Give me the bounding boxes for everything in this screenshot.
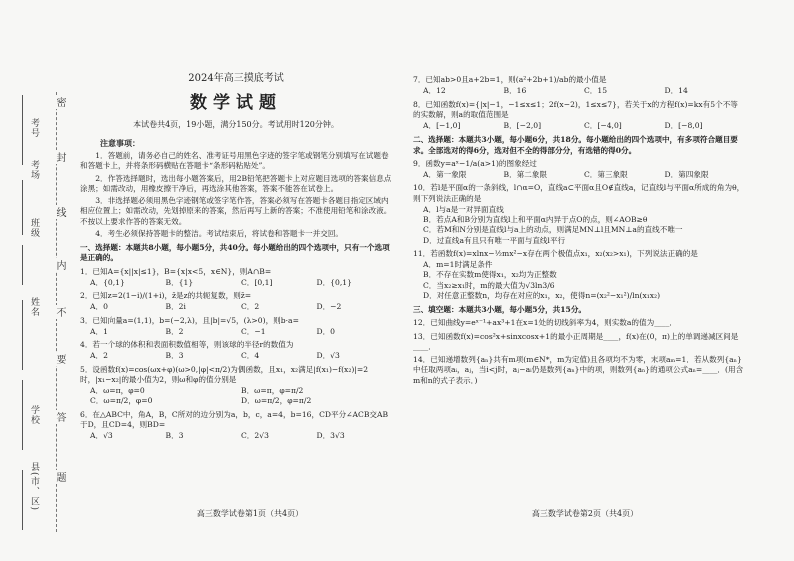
question-stem: 9．函数y=aˣ−1/a(a>1)的图象经过 [413,158,537,168]
option: D．过直线a有且只有唯一平面与直线l平行 [423,235,566,245]
notice-item: 1．答题前，请务必自己的姓名、准考证号用黑色字迹的签字笔或钢笔分别填写在试题卷和答题卡上，并将条形码横贴在答题卡“条形码粘贴处”。 [80,151,389,171]
option: B．3 [165,431,184,441]
option: A．12 [423,86,446,96]
option: B．不存在实数m使得x₁，x₂均为正整数 [423,270,557,280]
option: B．2i [165,302,186,312]
question-stem: 12．已知曲线y=eˣ⁻¹+ax³+1在x=1处的切线斜率为4，则实数a的值为____． [413,318,677,328]
question-stem: 14．已知递增数列{aₙ}共有m项(m∈N*，m为定值)且各项均不为零，末项aₘ=1．若从数列{aₙ}中任取两项aᵢ，aⱼ，当i<j时，aⱼ−aᵢ仍是数列{aₙ}中的项，则数列{aₙ}的通项公式aₙ=____．(用含m和n的式子表示．) [413,355,744,385]
option: D．−2 [316,302,342,312]
option: A．0 [90,302,108,312]
question-stem: 13．已知函数f(x)=cos²x+sinxcosx+1的最小正周期是____，f(x)在(0，π)上的单调递减区间是____． [413,331,739,351]
question-stem: 7．已知ab>0且a+2b=1，则(a²+2b+1)/ab的最小值是 [413,75,607,84]
question-options [90,278,392,288]
exam-info: 本试卷共4页，19小题，满分150分。考试用时120分钟。 [133,120,339,130]
room-label: 考场 [29,160,39,180]
county-line [22,470,23,530]
option: A．1 [90,326,108,336]
option: B．[−2,0] [503,121,542,130]
option: C．4 [241,351,260,361]
option: D．{0,1} [316,277,352,287]
exam-no-label: 考号 [29,118,39,138]
option: B．ω=π，φ=π/2 [241,386,304,396]
seal-char: 封 [54,152,65,162]
seal-char: 线 [54,207,65,217]
option: A．第一象限 [423,170,467,179]
question-options [423,205,745,246]
name-line [22,300,23,370]
page-footer: 高三数学试卷第2页（共4页） [531,509,639,518]
page-title: 数学试题 [190,92,282,113]
option: A．2 [90,351,108,361]
option: D．0 [316,326,336,336]
option: C．2 [241,302,260,312]
name-label: 姓名 [29,297,39,317]
option: D．[−8,0] [664,121,703,130]
page-footer: 高三数学试卷第1页（共4页） [196,509,304,518]
exam-page-1 [80,70,392,443]
section-heading: 三、填空题：本题共3小题，每小题5分，共15分。 [413,305,587,314]
option: B．16 [503,86,527,96]
question-stem: 11．若函数f(x)=xlnx−½mx²−x存在两个极值点x₁，x₂(x₂>x₁)，下列说法正确的是 [413,248,698,258]
option: C．ω=π/2，φ=0 [90,396,153,406]
option: D．第四象限 [664,170,709,179]
option: C．[0,1] [241,277,273,287]
question-options [423,86,745,96]
question-stem: 3．已知向量a=(1,1)，b=(−2,λ)，且|b|=√5，(λ>0)，则b·a= [80,315,299,325]
option: C．15 [584,86,608,96]
notice-item: 2．作答选择题时，选出每小题答案后，用2B铅笔把答题卡上对应题目选项的答案信息点涂黑；如需改动，用橡皮擦干净后，再选涂其他答案，答案不能答在试卷上。 [80,173,392,193]
question-options [423,170,745,180]
option: C．−1 [241,326,266,336]
option: D．3√3 [316,431,345,441]
option: A．l与a是一对异面直线 [423,204,504,214]
seal-char: 不 [54,307,65,317]
option: A．m=1时满足条件 [423,260,493,269]
exam-page-2 [413,72,745,387]
option: C．若M和N分别是直线l与a上的动点，则满足MN⊥l且MN⊥a的直线不唯一 [423,225,683,235]
notice-title: 注意事项： [100,138,140,149]
seal-char: 答 [54,412,65,422]
option: B．2 [165,326,184,336]
notice-item: 3．非选择题必须用黑色字迹钢笔或签字笔作答，答案必须写在答题卡各题目指定区域内相应位置上；如需改动，先划掉原来的答案，然后再写上新的答案；不准使用铅笔和涂改液。不按以上要求作答的答案无效。 [80,196,392,226]
option: A．ω=π，φ=0 [90,386,145,396]
option: D．ω=π/2，φ=π/2 [241,396,312,406]
school-line [22,380,23,450]
option: D．对任意正整数n，均存在对应的x₁，x₂，使得n=(x₂²−x₁²)/ln(x₁x₂) [423,290,661,300]
question-options [423,121,745,131]
option: C．2√3 [241,431,269,441]
seal-char: 密 [54,97,65,107]
class-label: 班级 [29,218,39,238]
seal-char: 要 [54,354,65,364]
question-stem: 1．已知A={x||x|≤1}，B={x|x<5，x∈N}，则A∩B= [80,266,272,276]
section-heading: 一、选择题：本题共8小题，每小题5分，共40分。每小题给出的四个选项中，只有一个选项是正确的。 [80,243,390,263]
exam-header: 2024年高三摸底考试 [188,73,284,84]
county-label: 县(市、区) [29,462,39,512]
question-stem: 8．已知函数f(x)={|x|−1，−1≤x≤1；2f(x−2)，1≤x≤7}，若关于x的方程f(x)=kx有5个不等的实数解，则a的取值范围是 [413,99,738,119]
question-options [90,431,392,441]
option: A．√3 [90,431,113,441]
option: D．√3 [316,351,340,361]
option: A．{0,1} [90,277,125,287]
question-stem: 6．在△ABC中，角A，B，C所对的边分别为a，b，c，a=4，b=16，CD平分∠ACB交AB于D，且CD=4，则BD= [80,409,389,429]
option: B．3 [165,351,184,361]
exam-no-line [22,95,23,165]
option: C．当x₂≥x₁时，m的最大值为√3ln3/6 [423,280,555,290]
option: A．[−1,0] [423,121,461,130]
section-heading: 二、选择题：本题共3小题，每小题6分，共18分。每小题给出的四个选项中，有多项符合题目要求。全部选对的得6分，选对但不全的得部分分，有选错的得0分。 [413,135,738,155]
option: B．{1} [165,277,194,287]
seal-char: 内 [54,260,65,270]
question-stem: 5．设函数f(x)=cos(ωx+φ)(ω>0,|φ|<π/2)为偶函数，且x₁，x₂满足|f(x₁)−f(x₂)|=2时，|x₁−x₂|的最小值为2，则ω和φ的值分别是 [80,364,369,384]
room-line [22,180,23,235]
class-line [22,245,23,285]
question-options [90,386,392,407]
question-options [90,302,392,312]
notice-item: 4．考生必须保持答题卡的整洁。考试结束后，将试卷和答题卡一并交回。 [95,228,344,238]
question-options [423,260,745,301]
option: C．第三象限 [584,170,628,179]
option: B．若点A和B分别为直线l上和平面α内异于点O的点，则∠AOB≥θ [423,215,648,224]
question-stem: 4．若一个球的体积和表面积数值相等，则该球的半径r的数值为 [80,340,294,350]
binding-margin [0,0,70,561]
question-options [90,327,392,337]
option: C．[−4,0] [584,121,622,130]
question-stem: 2．已知z=2(1−i)/(1+i)，z̄是z的共轭复数，则z̄= [80,291,252,301]
school-label: 学校 [29,405,39,425]
seal-char: 题 [54,472,65,482]
question-stem: 10．若l是平面α的一条斜线，l∩α=O，直线a⊂平面α且O∉直线a，记直线l与平面α所成的角为θ，则下列说法正确的是 [413,183,745,203]
option: B．第二象限 [503,170,548,179]
question-options [90,351,392,361]
option: D．14 [664,86,688,96]
